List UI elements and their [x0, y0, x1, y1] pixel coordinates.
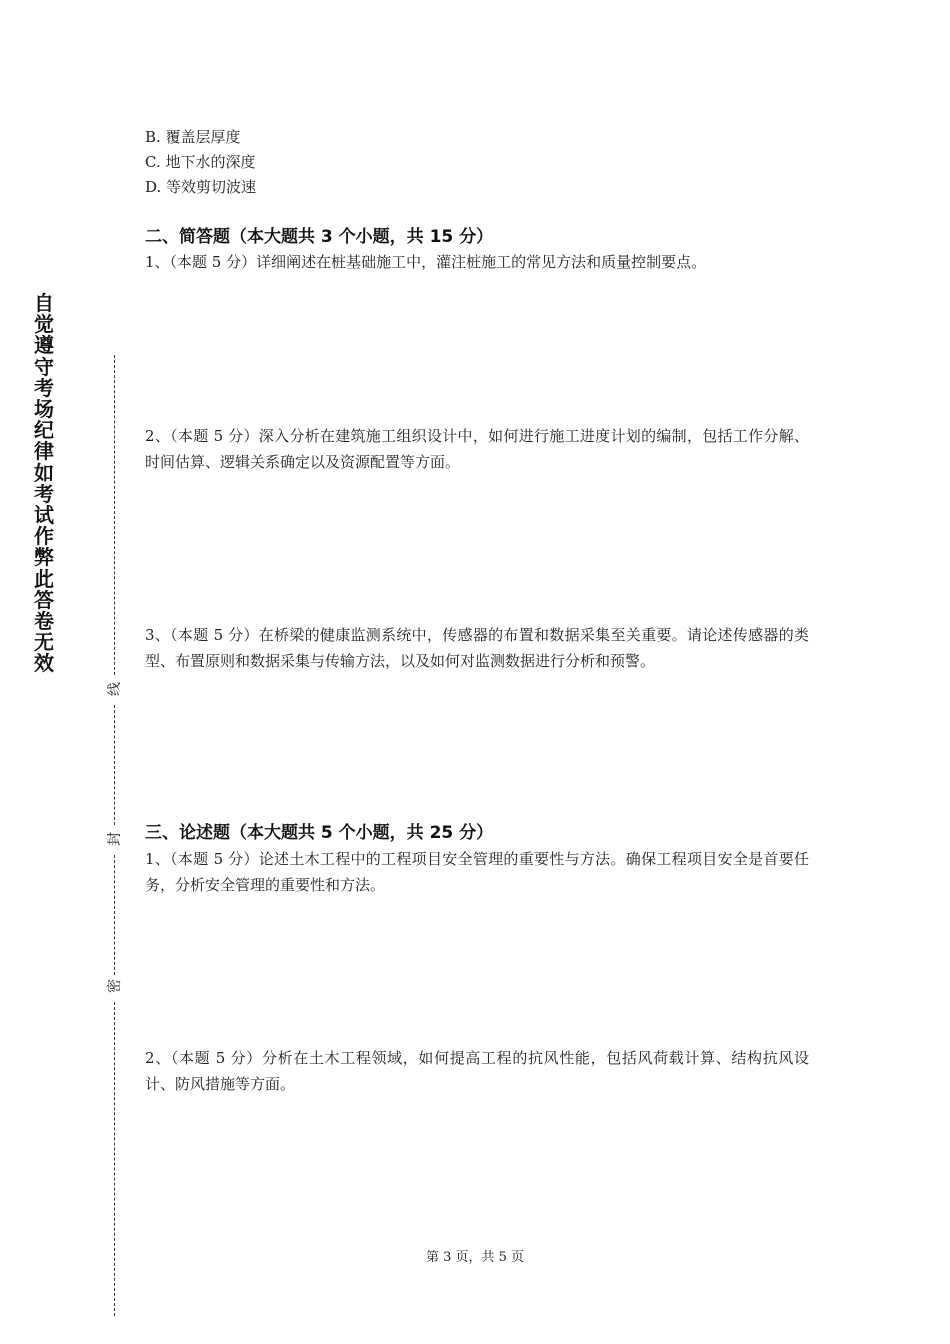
- short-answer-question-1: 1、（本题 5 分）详细阐述在桩基础施工中，灌注桩施工的常见方法和质量控制要点。: [145, 253, 707, 271]
- section-heading-short-answer: 二、简答题（本大题共 3 个小题，共 15 分）: [145, 227, 494, 247]
- page-number: 第 3 页，共 5 页: [425, 1250, 525, 1265]
- option-d: D. 等效剪切波速: [145, 178, 257, 196]
- binding-label-secret: 密: [107, 979, 123, 993]
- binding-label-line: 线: [107, 682, 123, 696]
- binding-dashed-line: [114, 355, 115, 675]
- option-b: B. 覆盖层厚度: [145, 128, 241, 146]
- section-heading-essay: 三、论述题（本大题共 5 个小题，共 25 分）: [145, 823, 494, 843]
- essay-question-1: 1、（本题 5 分）论述土木工程中的工程项目安全管理的重要性与方法。确保工程项目安全是首要任务，分析安全管理的重要性和方法。: [145, 850, 809, 894]
- binding-dashed-line: [114, 1002, 115, 1316]
- binding-label-seal: 封: [107, 832, 123, 846]
- essay-question-2: 2、（本题 5 分）分析在土木工程领域，如何提高工程的抗风性能，包括风荷载计算、结构抗风设计、防风措施等方面。: [145, 1049, 809, 1093]
- option-c: C. 地下水的深度: [145, 153, 256, 171]
- binding-motto: 自觉遵守考场纪律如考试作弊此答卷无效: [34, 291, 54, 676]
- short-answer-question-2: 2、（本题 5 分）深入分析在建筑施工组织设计中，如何进行施工进度计划的编制，包括工作分解、时间估算、逻辑关系确定以及资源配置等方面。: [145, 427, 809, 471]
- short-answer-question-3: 3、（本题 5 分）在桥梁的健康监测系统中，传感器的布置和数据采集至关重要。请论述传感器的类型、布置原则和数据采集与传输方法，以及如何对监测数据进行分析和预警。: [145, 626, 809, 670]
- binding-dashed-line: [114, 705, 115, 825]
- binding-dashed-line: [114, 855, 115, 975]
